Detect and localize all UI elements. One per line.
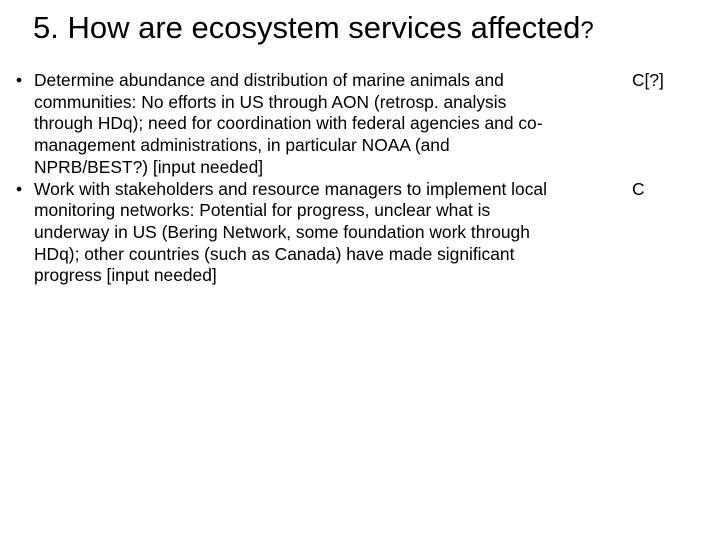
page-title <box>33 8 594 51</box>
bullet-status-code: C <box>632 178 645 199</box>
bullet-text: Work with stakeholders and resource managers to implement local monitoring networks: Potential for progress, unclear what is underway in US (Bering Network, some foundation work through HDq); other countries (such as Canada) have made significant progress [input needed] <box>34 178 547 286</box>
bullet-marker: • <box>16 70 23 90</box>
page-title-question-mark: ? <box>580 17 594 44</box>
page-title-text: 5. How are ecosystem services affected <box>33 10 581 45</box>
bullet-item-monitoring-networks <box>16 179 706 288</box>
bullet-item-abundance <box>16 70 706 179</box>
bullet-text: Determine abundance and distribution of marine animals and communities: No efforts in US through AON (retrosp. analysis through HDq); need for coordination with federal agencies and co- management administrations, in particular NOAA (and NPRB/BEST?) [input needed] <box>34 70 543 177</box>
bullet-status-code: C[?] <box>632 70 664 90</box>
bullet-list <box>16 70 706 287</box>
bullet-marker: • <box>16 178 23 199</box>
